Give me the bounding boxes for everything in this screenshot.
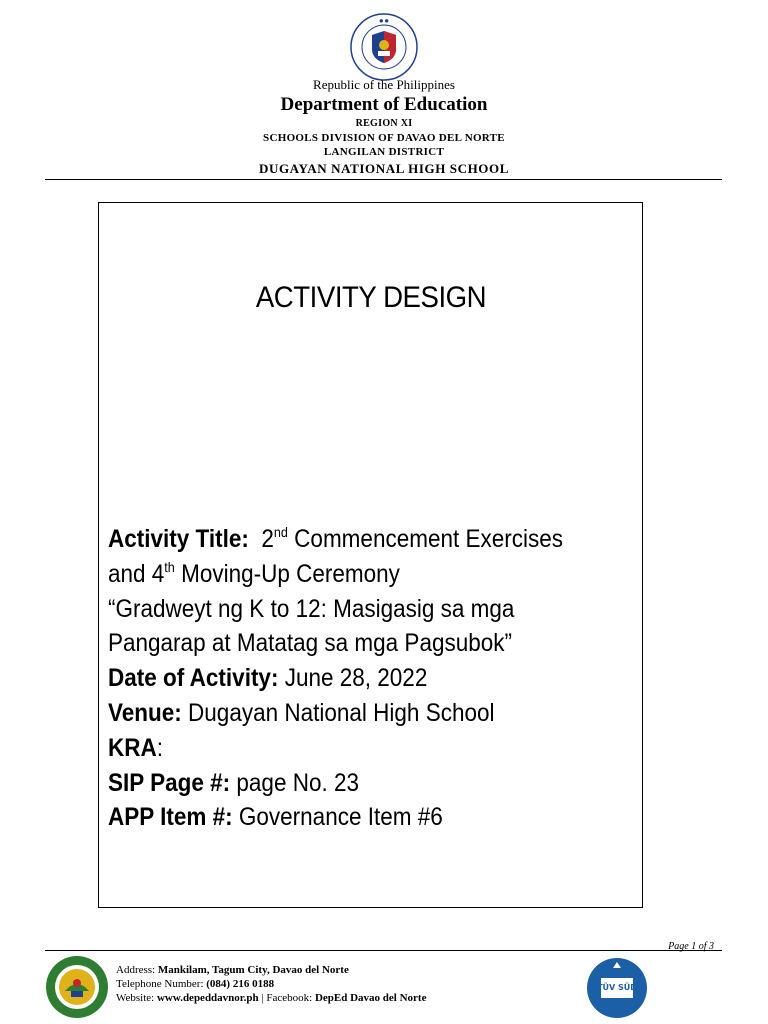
venue: Venue: Dugayan National High School <box>108 698 495 727</box>
website-link[interactable]: www.depeddavnor.ph <box>156 992 259 1004</box>
activity-title-line-1 <box>108 522 594 557</box>
footer-web: Website: www.depeddavnor.ph | Facebook: DepEd Davao del Norte <box>116 992 427 1004</box>
header-division: SCHOOLS DIVISION OF DAVAO DEL NORTE <box>263 132 505 144</box>
facebook-link[interactable]: DepEd Davao del Norte <box>314 992 427 1004</box>
sip-page: SIP Page #: page No. 23 <box>108 768 360 797</box>
footer-divider <box>45 950 722 951</box>
header-school: DUGAYAN NATIONAL HIGH SCHOOL <box>258 161 509 176</box>
header-republic: Republic of the Philippines <box>313 77 455 92</box>
page-number: Page 1 of 3 <box>668 941 714 952</box>
footer-address: Address: Mankilam, Tagum City, Davao del Norte <box>116 964 349 976</box>
tuv-sud-certification-logo <box>585 956 649 1020</box>
header-region: REGION XI <box>355 118 413 129</box>
document-title: ACTIVITY DESIGN <box>255 281 487 314</box>
header-district: LANGILAN DISTRICT <box>323 146 445 158</box>
header-divider <box>45 179 722 180</box>
tuv-mark-text: TÜV SÜD <box>597 983 637 992</box>
app-item: APP Item #: Governance Item #6 <box>108 803 443 832</box>
header-department: Department of Education <box>280 94 488 115</box>
activity-title-value-1: 2nd Commencement Exercises <box>261 524 564 553</box>
date-of-activity: Date of Activity: June 28, 2022 <box>108 664 428 693</box>
kra: KRA: <box>108 733 164 762</box>
footer-telephone: Telephone Number: (084) 216 0188 <box>116 978 275 990</box>
activity-title-label: Activity Title: <box>108 525 249 553</box>
svg-text:● ●: ● ● <box>379 19 389 24</box>
activity-theme-line-2: Pangarap at Matatag sa mga Pagsubok” <box>108 629 513 658</box>
activity-title-line-2: and 4th Moving-Up Ceremony <box>108 558 400 588</box>
division-seal-logo <box>45 955 109 1019</box>
activity-theme-line-1: “Gradweyt ng K to 12: Masigasig sa mga <box>108 594 515 623</box>
deped-seal-logo <box>350 13 418 81</box>
activity-details <box>108 522 594 835</box>
